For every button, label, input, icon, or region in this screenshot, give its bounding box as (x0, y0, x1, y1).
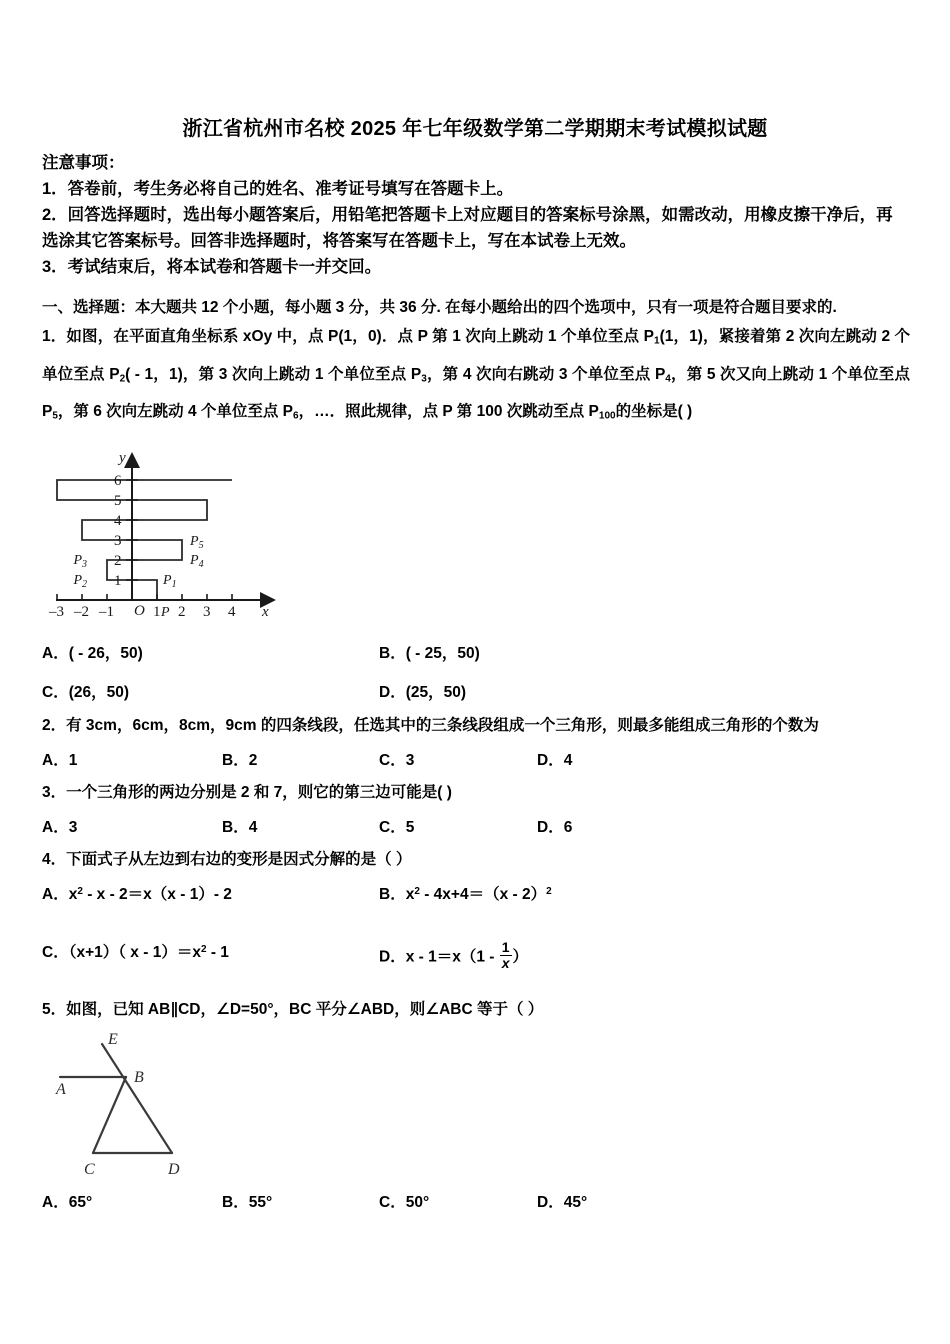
section-heading: 一、选择题：本大题共 12 个小题，每小题 3 分，共 36 分. 在每小题给出的四个选项中，只有一项是符合题目要求的. (42, 299, 837, 316)
svg-text:–3: –3 (49, 604, 64, 617)
q2-option-d[interactable]: D．4 (537, 752, 573, 769)
q3-option-d[interactable]: D．6 (537, 819, 573, 836)
q1-sub-2: 2 (119, 373, 126, 384)
label-P3: $P_3$ (73, 553, 87, 570)
label-E: E (108, 1032, 118, 1048)
q4-option-d[interactable]: D．x - 1＝x（1 - $\frac{1}{x}$ ） (379, 939, 529, 971)
label-P1: $P_1$ (163, 573, 177, 590)
svg-text:4: 4 (114, 513, 122, 529)
geometry-labels (55, 1032, 180, 1178)
q1-option-d[interactable]: D．(25，50) (379, 684, 467, 701)
q1-part-0: 如图，在平面直角坐标系 xOy 中，点 P(1，0)．点 P 第 1 次向上跳动 1 个单位至点 P (66, 328, 654, 345)
q1-option-b[interactable]: B．( - 25，50) (379, 645, 480, 662)
question-2-options (42, 748, 922, 772)
q2-option-c[interactable]: C．3 (379, 752, 415, 769)
q1-part-6: ，第 4 次向右跳动 3 个单位至点 P (426, 365, 666, 383)
question-5-number: 5． (42, 1001, 67, 1018)
q1-part-14: 的坐标是( ) (615, 403, 693, 420)
q1-sub-3: 3 (421, 373, 427, 384)
label-A: A (56, 1081, 66, 1098)
question-4-stem: 4．下面式子从左边到右边的变形是因式分解的是（ ） (42, 851, 412, 868)
svg-text:3: 3 (203, 604, 211, 617)
label-D: D (168, 1161, 180, 1178)
q4-option-b[interactable]: B．$x^2 - 4x+4=(x - 2)^2$ (379, 886, 552, 903)
svg-text:–1: –1 (99, 604, 114, 617)
notice-item-3: 3．考试结束后，将本试卷和答题卡一并交回。 (42, 258, 382, 276)
q1-part-8: ，第 5 次又向上跳动 1 个单位至点 P (42, 365, 910, 420)
q5-option-a[interactable]: A．65° (42, 1194, 93, 1211)
q2-option-a[interactable]: A．1 (42, 752, 78, 769)
svg-text:2: 2 (114, 553, 122, 569)
question-1-stem (42, 320, 910, 433)
question-3-options (42, 815, 922, 839)
q1-sub-1: 1 (654, 335, 660, 347)
page-title: 浙江省杭州市名校 2025 年七年级数学第二学期期末考试模拟试题 (182, 118, 768, 140)
q2-option-b[interactable]: B．2 (222, 752, 258, 769)
q5-option-b[interactable]: B．55° (222, 1194, 273, 1211)
question-5-options (42, 1190, 922, 1214)
q1-part-12: ，…．照此规律，点 P 第 100 次跳动至点 P (298, 403, 599, 420)
q1-sub-4: 4 (665, 373, 671, 384)
question-2-number: 2． (42, 717, 67, 734)
label-B: B (134, 1069, 144, 1086)
q1-sub-7: 100 (598, 410, 616, 422)
svg-text:3: 3 (114, 533, 122, 549)
figure-coordinate-plane (34, 432, 284, 617)
label-P4: $P_4$ (190, 553, 204, 570)
geometry-lines (60, 1044, 172, 1153)
q3-option-a[interactable]: A．3 (42, 819, 78, 836)
q1-sub-6: 6 (293, 410, 299, 422)
svg-text:–2: –2 (74, 604, 89, 617)
label-P: P (161, 605, 170, 617)
geometry-svg (42, 1032, 262, 1187)
svg-text:1: 1 (114, 573, 122, 589)
fraction-one-over-x: $\frac{1}{x}$ (501, 939, 510, 971)
notice-item-2: 2．回答选择题时，选出每小题答案后，用铅笔把答题卡上对应题目的答案标号涂黑，如需改动，用橡皮擦干净后，再选涂其它答案标号。回答非选择题时，将答案写在答题卡上，写在本试卷上无效。 (42, 206, 893, 250)
question-1-number: 1． (42, 328, 67, 345)
origin-label: O (134, 603, 145, 617)
q1-part-2: (1，1)，紧接着第 2 次向左跳动 2 个单位至点 P (42, 328, 911, 383)
svg-text:6: 6 (114, 473, 122, 489)
q1-option-c[interactable]: C．(26，50) (42, 684, 130, 701)
svg-text:2: 2 (178, 604, 186, 617)
question-4-options-row-2 (42, 939, 922, 971)
y-tick-labels (114, 473, 122, 589)
question-1-options-row-2 (42, 680, 922, 704)
label-C: C (84, 1161, 95, 1178)
segment-BC (93, 1077, 126, 1153)
q5-option-d[interactable]: D．45° (537, 1194, 588, 1211)
x-axis-label: x (262, 604, 269, 617)
label-P5: $P_5$ (190, 534, 204, 551)
question-5-stem: 5．如图，已知 AB∥CD，∠D=50°，BC 平分∠ABD，则∠ABC 等于（ ） (42, 1001, 544, 1018)
q1-option-a[interactable]: A．( - 26，50) (42, 645, 143, 662)
notice-item-1: 1．答卷前，考生务必将自己的姓名、准考证号填写在答题卡上。 (42, 180, 514, 198)
q1-sub-5: 5 (52, 410, 58, 422)
question-1-options-row-1 (42, 641, 922, 665)
q5-option-c[interactable]: C．50° (379, 1194, 430, 1211)
label-P2: $P_2$ (73, 573, 87, 590)
q3-option-b[interactable]: B．4 (222, 819, 258, 836)
q1-part-10: ，第 6 次向左跳动 4 个单位至点 P (57, 403, 294, 420)
question-4-number: 4． (42, 851, 67, 868)
q3-option-c[interactable]: C．5 (379, 819, 415, 836)
coordinate-plane-svg (34, 432, 284, 617)
q4-option-c[interactable]: C．（x+1）（ $x - 1)=x^2 - 1$ (42, 944, 229, 961)
question-4-options-row-1 (42, 882, 922, 906)
question-3-number: 3． (42, 784, 67, 801)
svg-text:5: 5 (114, 493, 122, 509)
svg-text:4: 4 (228, 604, 236, 617)
svg-text:1: 1 (153, 604, 161, 617)
q1-part-4: ( - 1，1)，第 3 次向上跳动 1 个单位至点 P (125, 365, 422, 383)
notice-block (42, 150, 908, 280)
figure-geometry-triangle (42, 1032, 262, 1187)
notice-heading: 注意事项： (42, 154, 125, 172)
q4-option-a[interactable]: A．$x^2 - x - 2=x(x - 1)-$ 2 (42, 886, 232, 903)
question-3-stem: 3．一个三角形的两边分别是 2 和 7，则它的第三边可能是( ) (42, 784, 452, 801)
question-2-stem: 2．有 3cm，6cm，8cm，9cm 的四条线段，任选其中的三条线段组成一个三角形，则最多能组成三角形的个数为 (42, 717, 819, 734)
y-axis-label: y (119, 450, 126, 466)
segment-ED (102, 1044, 172, 1153)
